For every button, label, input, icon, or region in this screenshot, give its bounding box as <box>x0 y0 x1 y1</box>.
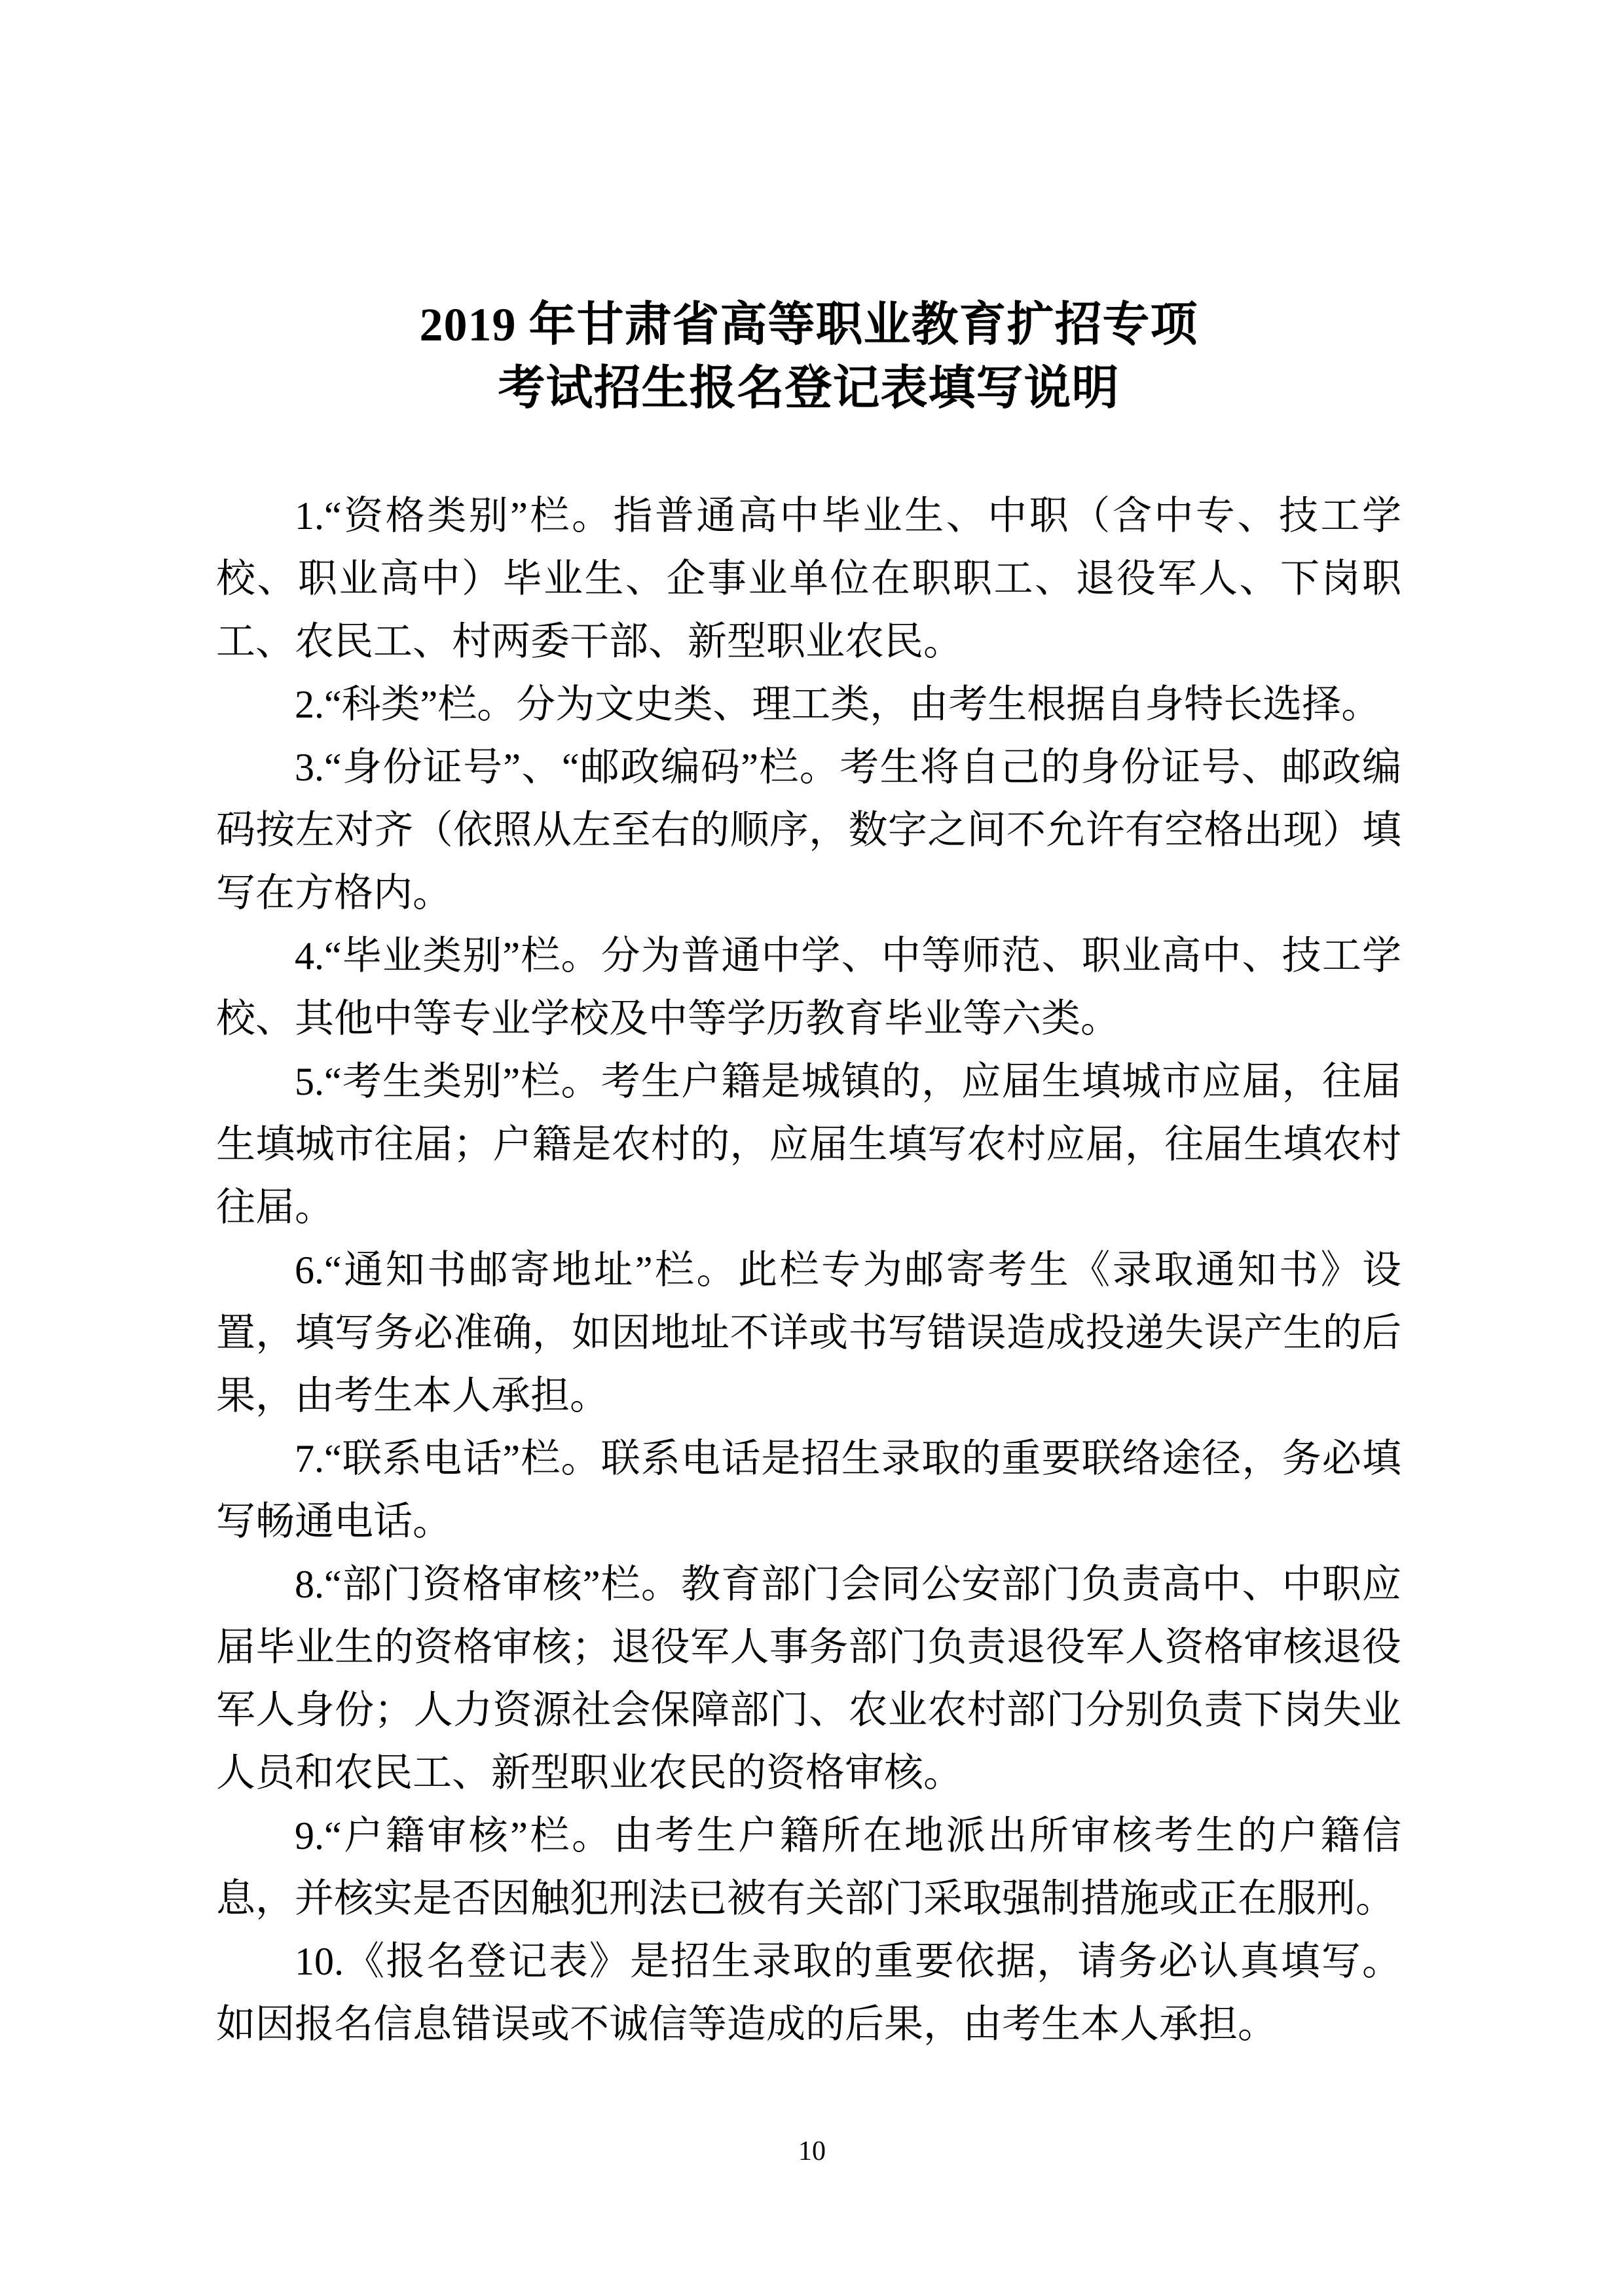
document-title-line-1: 2019 年甘肃省高等职业教育扩招专项 <box>419 299 1198 351</box>
instruction-item-5: 5.“考生类别”栏。考生户籍是城镇的，应届生填城市应届，往届生填城市往届；户籍是农村的，应届生填写农村应届，往届生填农村往届。 <box>216 1060 1401 1229</box>
instructions-body <box>216 484 1401 2056</box>
page-number: 10 <box>798 2136 826 2166</box>
instruction-item-4: 4.“毕业类别”栏。分为普通中学、中等师范、职业高中、技工学校、其他中等专业学校及中等学历教育毕业等六类。 <box>216 934 1401 1040</box>
instruction-item-10: 10.《报名登记表》是招生录取的重要依据，请务必认真填写。如因报名信息错误或不诚信等造成的后果，由考生本人承担。 <box>216 1940 1401 2046</box>
instruction-item-7: 7.“联系电话”栏。联系电话是招生录取的重要联络途径，务必填写畅通电话。 <box>216 1437 1401 1543</box>
document-title-line-2: 考试招生报名登记表填写说明 <box>498 362 1120 414</box>
instruction-item-1: 1.“资格类别”栏。指普通高中毕业生、中职（含中专、技工学校、职业高中）毕业生、企事业单位在职职工、退役军人、下岗职工、农民工、村两委干部、新型职业农民。 <box>216 494 1401 663</box>
instruction-item-6: 6.“通知书邮寄地址”栏。此栏专为邮寄考生《录取通知书》设置，填写务必准确，如因地址不详或书写错误造成投递失误产生的后果，由考生本人承担。 <box>216 1248 1401 1417</box>
instruction-item-9: 9.“户籍审核”栏。由考生户籍所在地派出所审核考生的户籍信息，并核实是否因触犯刑法已被有关部门采取强制措施或正在服刑。 <box>216 1814 1401 1920</box>
instruction-item-3: 3.“身份证号”、“邮政编码”栏。考生将自己的身份证号、邮政编码按左对齐（依照从左至右的顺序，数字之间不允许有空格出现）填写在方格内。 <box>216 746 1401 915</box>
instruction-item-8: 8.“部门资格审核”栏。教育部门会同公安部门负责高中、中职应届毕业生的资格审核；退役军人事务部门负责退役军人资格审核退役军人身份；人力资源社会保障部门、农业农村部门分别负责下岗失业人员和农民工、新型职业农民的资格审核。 <box>216 1563 1401 1795</box>
instruction-item-2: 2.“科类”栏。分为文史类、理工类，由考生根据自身特长选择。 <box>295 683 1381 726</box>
document-title <box>216 293 1401 420</box>
